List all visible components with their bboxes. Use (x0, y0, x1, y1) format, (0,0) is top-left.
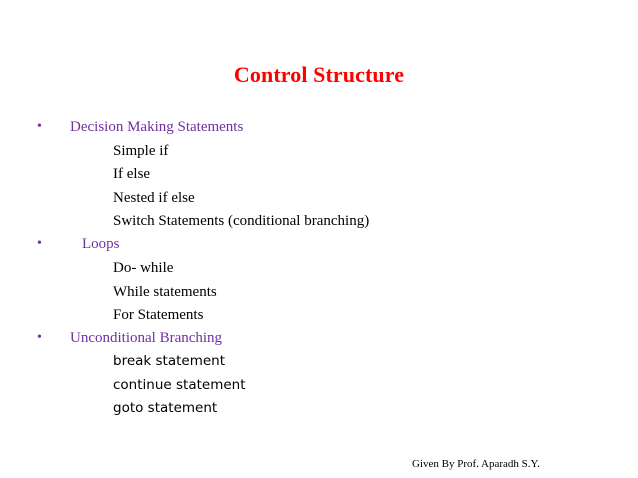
bullet-loops: • (37, 236, 42, 251)
list-item-switch-statements: Switch Statements (conditional branching) (113, 213, 370, 229)
list-item-while-statements: While statements (113, 284, 217, 300)
list-item-for-statements: For Statements (113, 307, 204, 323)
list-item-nested-if-else: Nested if else (113, 190, 195, 206)
list-item-continue-statement: continue statement (113, 377, 246, 393)
list-item-break-statement: break statement (113, 353, 226, 369)
list-item-goto-statement: goto statement (113, 400, 218, 416)
list-item-if-else: If else (113, 166, 151, 182)
footer-credit: Given By Prof. Aparadh S.Y. (412, 458, 540, 470)
list-item-do-while: Do- while (113, 260, 174, 276)
slide-title: Control Structure (233, 62, 405, 87)
category-decision-making: Decision Making Statements (70, 119, 244, 135)
category-unconditional-branching: Unconditional Branching (70, 330, 223, 346)
list-item-simple-if: Simple if (113, 143, 169, 159)
bullet-unconditional: • (37, 330, 42, 345)
bullet-decision: • (37, 119, 42, 134)
category-loops: Loops (82, 236, 120, 252)
